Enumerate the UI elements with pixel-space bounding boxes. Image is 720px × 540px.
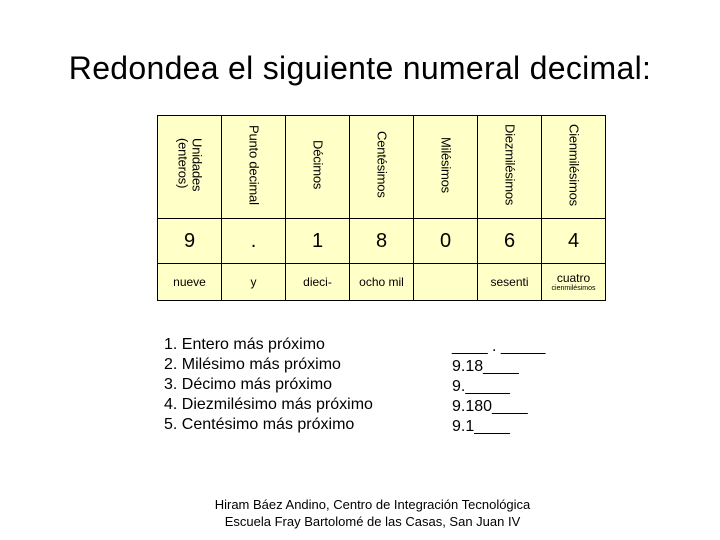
word-cell: sesenti	[478, 264, 542, 301]
credit-line: Hiram Báez Andino, Centro de Integración Tecnológica	[214, 497, 531, 512]
header-cell-unidades: Unidades (enteros)	[158, 116, 222, 219]
answer-item: 9.1____	[452, 418, 510, 435]
header-cell-centesimos: Centésimos	[350, 116, 414, 219]
place-value-table	[157, 115, 606, 301]
digit-cell: 4	[542, 219, 606, 264]
word-main: cuatro	[556, 270, 591, 285]
place-name-row	[158, 116, 606, 219]
answer-item: 9.180____	[452, 398, 528, 415]
digit-cell: 0	[414, 219, 478, 264]
question-item: 1. Entero más próximo	[164, 336, 325, 353]
answer-item: 9._____	[452, 378, 510, 395]
credit-line: Escuela Fray Bartolomé de las Casas, San Juan IV	[224, 514, 521, 529]
word-row	[158, 264, 606, 301]
digit-cell: 1	[286, 219, 350, 264]
word-cell: y	[222, 264, 286, 301]
header-cell-milesimos: Milésimos	[414, 116, 478, 219]
answer-item: 9.18____	[452, 358, 519, 375]
digit-cell: 9	[158, 219, 222, 264]
credits-footer	[0, 496, 720, 530]
digit-cell: 8	[350, 219, 414, 264]
page-title: Redondea el siguiente numeral decimal:	[68, 50, 652, 86]
question-item: 5. Centésimo más próximo	[164, 416, 355, 433]
digit-row	[158, 219, 606, 264]
word-cell: ocho mil	[350, 264, 414, 301]
word-cell	[414, 264, 478, 301]
word-cell	[542, 264, 606, 301]
answer-item: ____ . _____	[452, 338, 546, 355]
digit-cell: .	[222, 219, 286, 264]
digit-cell: 6	[478, 219, 542, 264]
question-item: 3. Décimo más próximo	[164, 376, 333, 393]
header-cell-decimos: Décimos	[286, 116, 350, 219]
word-cell: dieci-	[286, 264, 350, 301]
word-cell: nueve	[158, 264, 222, 301]
question-list	[164, 335, 373, 435]
header-cell-cienmilesimos: Cienmilésimos	[542, 116, 606, 219]
question-item: 2. Milésimo más próximo	[164, 356, 341, 373]
question-item: 4. Diezmilésimo más próximo	[164, 396, 373, 413]
word-sub: cienmilésimos	[551, 284, 596, 292]
header-cell-diezmilesimos: Diezmilésimos	[478, 116, 542, 219]
answer-list	[452, 337, 545, 437]
header-cell-punto: Punto decimal	[222, 116, 286, 219]
